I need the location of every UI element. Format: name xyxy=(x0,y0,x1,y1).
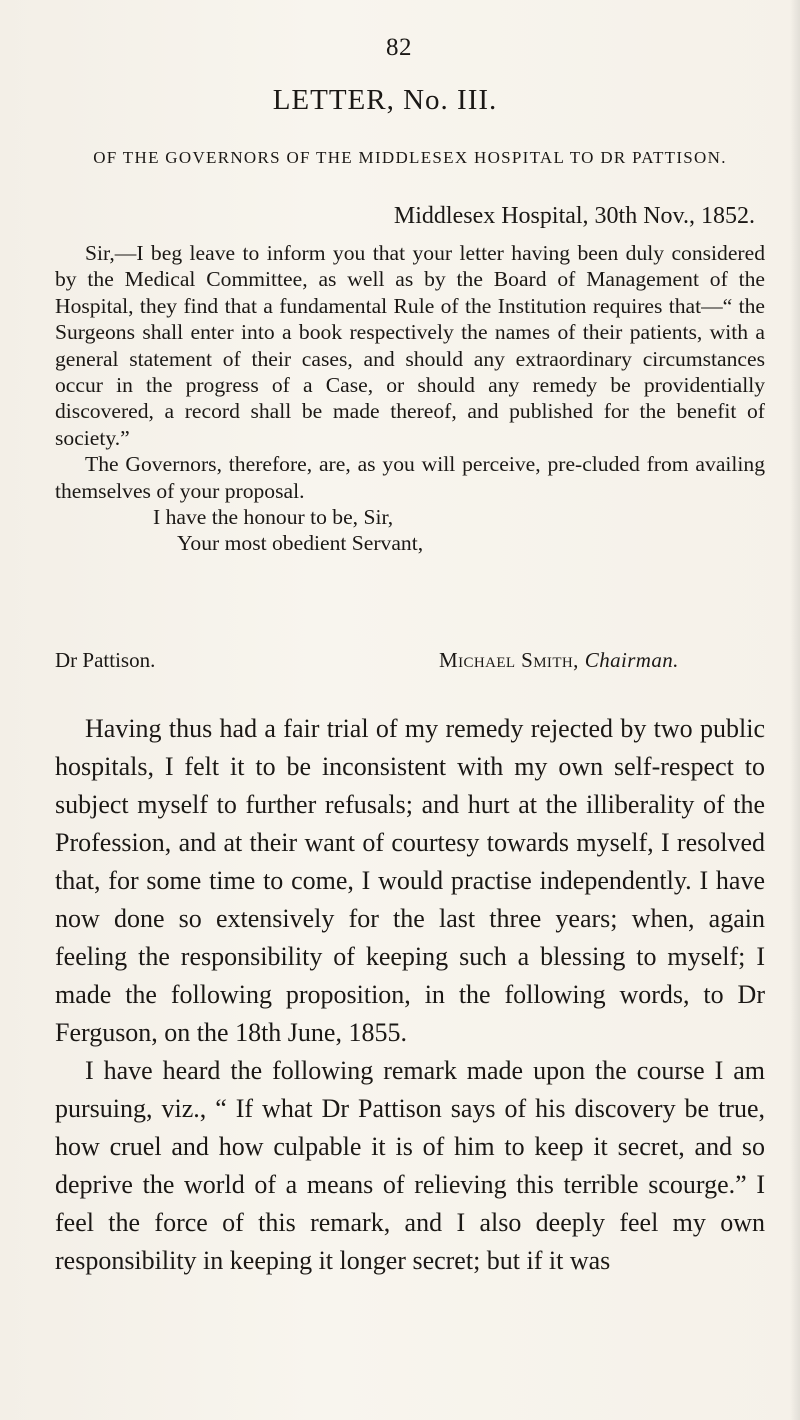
letter-place-date: Middlesex Hospital, 30th Nov., 1852. xyxy=(393,203,755,229)
letter-closing-line: I have the honour to be, Sir, xyxy=(153,505,394,530)
letter-sender xyxy=(439,648,679,673)
narrative-paragraph: Having thus had a fair trial of my remedy rejected by two public hospitals, I felt it to be inconsistent with my own self-respect to subject myself to further refusals; and hurt at the illiberality of the Profession, and at their want of courtesy towards myself, I resolved that, for some time to come, I would practise independently. I have now done so extensively for the last three years; when, again feeling the responsibility of keeping such a blessing to myself; I made the following proposition, in the following words, to Dr Ferguson, on the 18th June, 1855. xyxy=(55,714,765,1047)
narrative-text xyxy=(55,710,765,1280)
letter-paragraph: Sir,—I beg leave to inform you that your letter having been duly considered by the Medical Committee, as well as by the Board of Management of the Hospital, they find that a fundamental Rule of the Institution requires that—“ the Surgeons shall enter into a book respectively the names of their patients, with a general statement of their cases, and should any extraordinary circumstances occur in the progress of a Case, or should any remedy be providentially discovered, a record shall be made thereof, and published for the benefit of society.” xyxy=(55,241,765,450)
page-number: 82 xyxy=(386,34,412,61)
narrative-paragraph: I have heard the following remark made upon the course I am pursuing, viz., “ If what Dr Pattison says of his discovery be true, how cruel and how culpable it is of him to keep it secret, and so deprive the world of a means of relieving this terrible scourge.” I feel the force of this remark, and I also deeply feel my own responsibility in keeping it longer secret; but if it was xyxy=(55,1056,765,1275)
page-edge-shadow xyxy=(790,0,800,1420)
letter-closing-line: Your most obedient Servant, xyxy=(177,531,424,556)
letter-paragraph: The Governors, therefore, are, as you will perceive, pre-cluded from availing themselves of your proposal. xyxy=(55,452,765,503)
letter-recipient: Dr Pattison. xyxy=(55,648,156,672)
letter-subtitle: OF THE GOVERNORS OF THE MIDDLESEX HOSPITAL TO DR PATTISON. xyxy=(93,148,727,167)
sender-title: Chairman. xyxy=(584,648,679,672)
sender-name: Michael Smith, xyxy=(439,648,579,672)
letter-title: LETTER, No. III. xyxy=(272,84,498,116)
letter-body xyxy=(55,240,765,557)
